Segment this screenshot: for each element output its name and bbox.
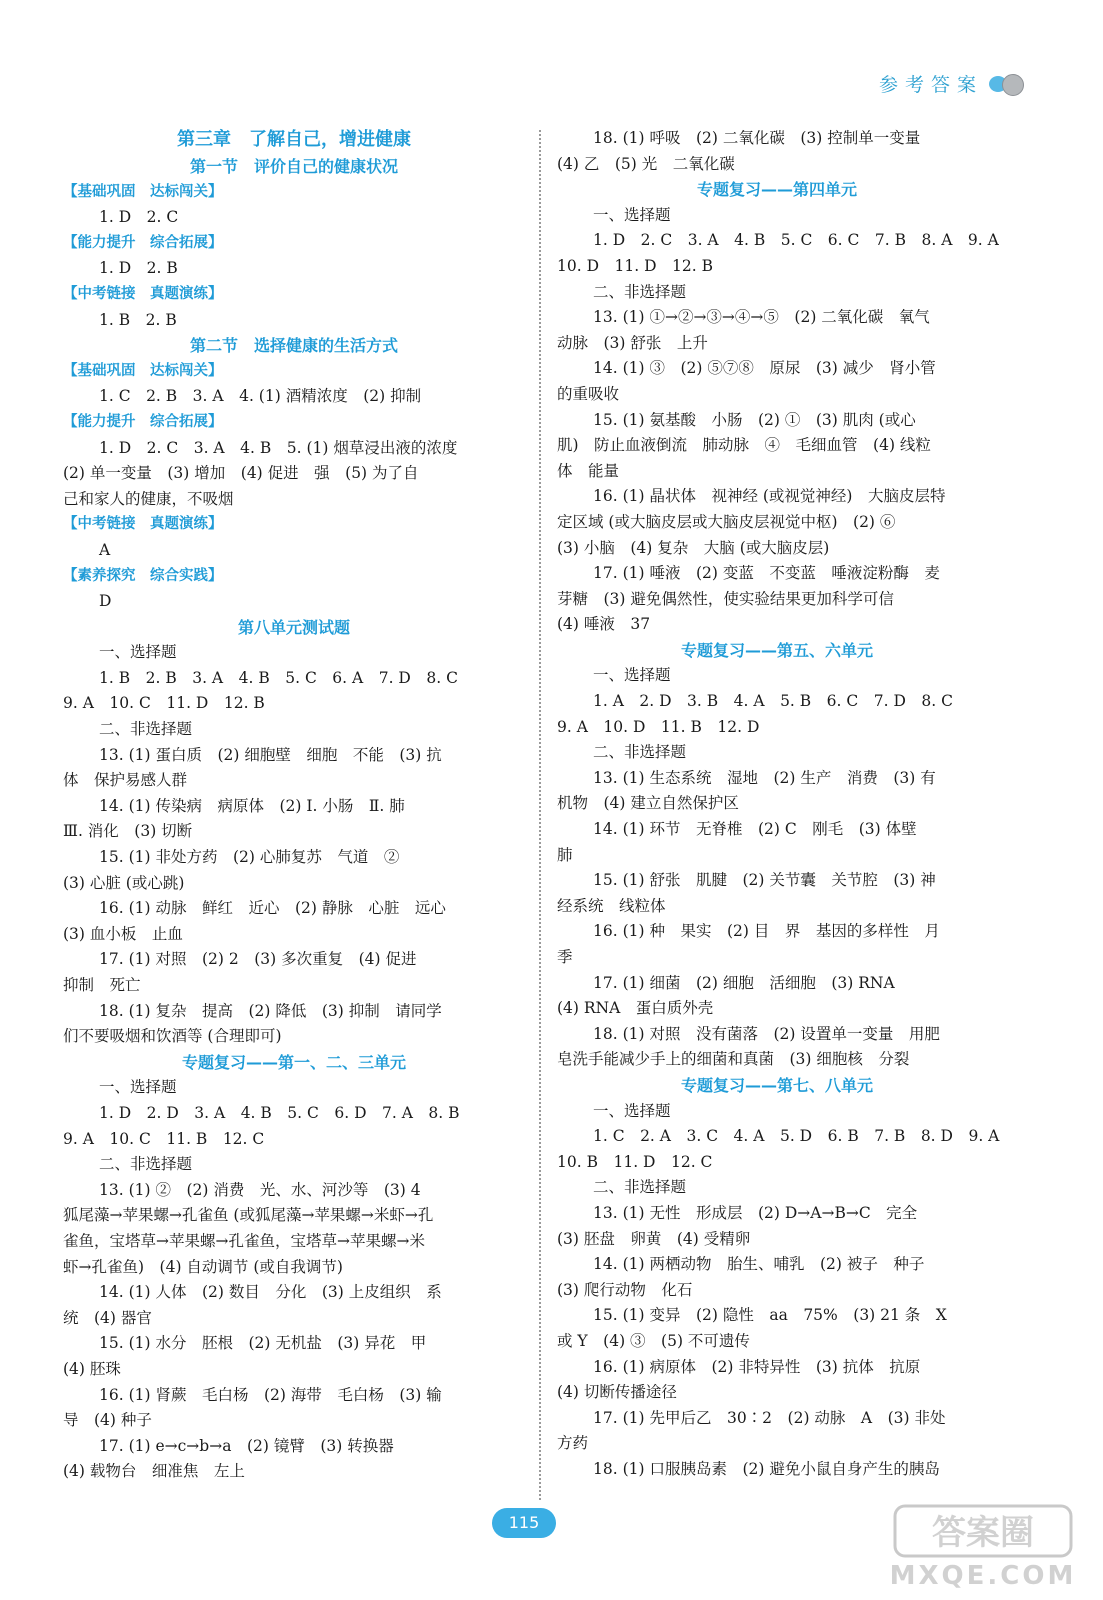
answer-line-continued: (3) 胚盘 卵黄 (4) 受精卵 [557,1229,751,1248]
watermark-logo-text: 答案圈 [932,1513,1034,1553]
answer-line: 1. D 2. B [99,259,178,278]
answer-line-continued: 定区域 (或大脑皮层或大脑皮层视觉中枢) (2) ⑥ [557,512,896,531]
answer-line: 18. (1) 对照 没有菌落 (2) 设置单一变量 用肥 [593,1024,940,1043]
answer-line-continued: 统 (4) 器官 [63,1308,152,1327]
section-title: 专题复习——第七、八单元 [680,1075,873,1095]
answer-line: 1. C 2. A 3. C 4. A 5. D 6. B 7. B 8. D 9. A [593,1127,1000,1146]
answer-line: 二、非选择题 [593,1178,687,1197]
answer-line: 18. (1) 口服胰岛素 (2) 避免小鼠自身产生的胰岛 [593,1459,940,1478]
answer-line: 17. (1) 对照 (2) 2 (3) 多次重复 (4) 促进 [99,950,417,969]
answer-line: 13. (1) 生态系统 湿地 (2) 生产 消费 (3) 有 [593,768,936,787]
answer-line-continued: 体 能量 [557,461,620,480]
answer-line: 14. (1) 环节 无脊椎 (2) C 刚毛 (3) 体壁 [593,820,917,839]
section-title: 专题复习——第四单元 [696,180,857,200]
answer-line: 二、非选择题 [99,1155,193,1174]
answer-line: 17. (1) 细菌 (2) 细胞 活细胞 (3) RNA [593,973,895,992]
answer-line: 16. (1) 肾蕨 毛白杨 (2) 海带 毛白杨 (3) 输 [99,1385,442,1404]
answer-line-continued: 10. D 11. D 12. B [557,256,713,275]
right-column [557,126,1000,1482]
answer-line: 14. (1) 两栖动物 胎生、哺乳 (2) 被子 种子 [593,1255,925,1274]
answer-line: 1. D 2. C 3. A 4. B 5. (1) 烟草浸出液的浓度 [99,438,458,457]
header-decoration-icon [989,73,1025,95]
answer-line-continued: 9. A 10. C 11. D 12. B [63,694,265,713]
answer-line: 一、选择题 [593,666,671,685]
answer-line: 15. (1) 氨基酸 小肠 (2) ① (3) 肌肉 (或心 [593,410,916,429]
answer-line-continued: (4) 乙 (5) 光 二氧化碳 [557,154,735,173]
answer-line-continued: 的重吸收 [557,384,620,403]
answer-line-continued: (3) 爬行动物 化石 [557,1280,693,1299]
answer-line-continued: 9. A 10. D 11. B 12. D [557,717,760,736]
answer-line: A [99,540,111,559]
answer-line: 15. (1) 变异 (2) 隐性 aa 75% (3) 21 条 X [593,1306,947,1325]
answer-line: D [99,592,112,611]
answer-line-continued: 芽糖 (3) 避免偶然性，使实验结果更加科学可信 [557,589,894,608]
answer-line: 13. (1) ② (2) 消费 光、水、河沙等 (3) 4 [99,1180,421,1199]
watermark-logo [889,1500,1079,1592]
answer-line: 16. (1) 病原体 (2) 非特异性 (3) 抗体 抗原 [593,1357,921,1376]
answer-line: 一、选择题 [99,1078,177,1097]
answer-line: 14. (1) 传染病 病原体 (2) Ⅰ. 小肠 Ⅱ. 肺 [99,796,405,815]
left-column [63,126,525,1485]
answer-line-continued: 经系统 线粒体 [557,896,666,915]
answer-line: 1. D 2. C 3. A 4. B 5. C 6. C 7. B 8. A 9. A [593,231,999,250]
answer-line-continued: 方药 [557,1434,589,1453]
answer-line-continued: 肌) 防止血液倒流 肺动脉 ④ 毛细血管 (4) 线粒 [557,436,931,455]
answer-line-continued: (4) 唾液 37 [557,615,651,634]
answer-line-continued: 狐尾藻→苹果螺→孔雀鱼 (或狐尾藻→苹果螺→米虾→孔 [63,1206,434,1225]
answer-line-continued: 动脉 (3) 舒张 上升 [557,333,708,352]
answer-line-continued: 皂洗手能减少手上的细菌和真菌 (3) 细胞核 分裂 [557,1050,910,1069]
answer-line-continued: (4) 载物台 细准焦 左上 [63,1462,245,1481]
page-header [879,70,1025,97]
section-title: 第一节 评价自己的健康状况 [189,157,398,176]
answer-line-continued: (3) 小脑 (4) 复杂 大脑 (或大脑皮层) [557,538,830,557]
answer-line: 1. B 2. B [99,310,177,329]
answer-line: 二、非选择题 [593,282,687,301]
page-number: 115 [492,1508,556,1538]
answer-line-continued: (3) 心脏 (或心跳) [63,873,185,892]
answer-line-continued: 抑制 死亡 [63,976,141,994]
answer-line: 17. (1) 唾液 (2) 变蓝 不变蓝 唾液淀粉酶 麦 [593,564,940,583]
answer-line: 15. (1) 水分 胚根 (2) 无机盐 (3) 异花 甲 [99,1334,427,1353]
answer-line-continued: 己和家人的健康，不吸烟 [63,489,234,508]
answer-line-continued: (4) 胚珠 [63,1359,121,1378]
section-title: 专题复习——第一、二、三单元 [181,1052,406,1072]
watermark-url: MXQE.COM [889,1561,1077,1591]
section-title: 第二节 选择健康的生活方式 [189,336,398,356]
answer-line: 一、选择题 [593,1101,671,1120]
section-tag: 【中考链接 真题演练】 [63,516,223,533]
answer-line: 18. (1) 呼吸 (2) 二氧化碳 (3) 控制单一变量 [593,129,921,147]
answer-line: 18. (1) 复杂 提高 (2) 降低 (3) 抑制 请同学 [99,1001,442,1020]
answer-line: 一、选择题 [99,643,177,662]
answer-line: 17. (1) e→c→b→a (2) 镜臂 (3) 转换器 [99,1436,394,1455]
answer-line: 15. (1) 非处方药 (2) 心肺复苏 气道 ② [99,848,400,867]
answer-line: 13. (1) 蛋白质 (2) 细胞壁 细胞 不能 (3) 抗 [99,745,442,764]
answer-line-continued: (3) 血小板 止血 [63,924,183,943]
section-tag: 【基础巩固 达标闯关】 [63,183,223,200]
answer-line-continued: 雀鱼，宝塔草→苹果螺→孔雀鱼，宝塔草→苹果螺→米 [63,1231,425,1250]
answer-line: 二、非选择题 [593,743,687,762]
answer-line-continued: 季 [557,948,573,966]
answer-line: 13. (1) 无性 形成层 (2) D→A→B→C 完全 [593,1203,918,1222]
section-title: 第八单元测试题 [237,617,350,637]
column-divider [539,130,541,1500]
answer-line-continued: 导 (4) 种子 [63,1411,152,1430]
section-tag: 【能力提升 综合拓展】 [63,234,223,251]
answer-line-continued: (2) 单一变量 (3) 增加 (4) 促进 强 (5) 为了自 [63,464,419,483]
answer-line-continued: 们不要吸烟和饮酒等 (合理即可) [63,1027,282,1046]
answer-line: 二、非选择题 [99,720,193,739]
answer-line: 1. D 2. C [99,208,179,227]
answer-line: 17. (1) 先甲后乙 30∶2 (2) 动脉 A (3) 非处 [593,1408,946,1427]
answer-line: 14. (1) 人体 (2) 数目 分化 (3) 上皮组织 系 [99,1283,442,1302]
answer-line-continued: 10. B 11. D 12. C [557,1152,713,1171]
answer-line: 1. C 2. B 3. A 4. (1) 酒精浓度 (2) 抑制 [99,387,422,406]
answer-line: 16. (1) 种 果实 (2) 目 界 基因的多样性 月 [593,922,940,941]
answer-line-continued: 肺 [557,845,573,864]
answer-line-continued: 虾→孔雀鱼) (4) 自动调节 (或自我调节) [63,1257,343,1276]
answer-line: 15. (1) 舒张 肌腱 (2) 关节囊 关节腔 (3) 神 [593,871,936,890]
section-tag: 【素养探究 综合实践】 [63,567,223,584]
answer-line: 14. (1) ③ (2) ⑤⑦⑧ 原尿 (3) 减少 肾小管 [593,359,936,378]
answer-line: 13. (1) ①→②→③→④→⑤ (2) 二氧化碳 氧气 [593,308,930,327]
answer-line: 1. B 2. B 3. A 4. B 5. C 6. A 7. D 8. C [99,668,458,687]
header-title: 参考答案 [878,74,983,96]
section-tag: 【基础巩固 达标闯关】 [63,362,223,379]
answer-line: 1. D 2. D 3. A 4. B 5. C 6. D 7. A 8. B [99,1103,460,1122]
answer-line: 一、选择题 [593,205,671,224]
answer-line-continued: 或 Y (4) ③ (5) 不可遗传 [557,1331,750,1350]
answer-line-continued: 机物 (4) 建立自然保护区 [557,794,739,813]
section-tag: 【能力提升 综合拓展】 [63,413,223,430]
answer-line-continued: (4) 切断传播途径 [557,1383,677,1402]
answer-line-continued: 9. A 10. C 11. B 12. C [63,1129,265,1148]
answer-line: 1. A 2. D 3. B 4. A 5. B 6. C 7. D 8. C [593,692,953,711]
section-tag: 【中考链接 真题演练】 [63,285,223,302]
answer-line-continued: Ⅲ. 消化 (3) 切断 [63,822,193,841]
section-title: 专题复习——第五、六单元 [680,640,873,660]
answer-line: 16. (1) 晶状体 视神经 (或视觉神经) 大脑皮层特 [593,487,946,506]
chapter-title: 第三章 了解自己，增进健康 [177,129,411,150]
answer-line: 16. (1) 动脉 鲜红 近心 (2) 静脉 心脏 远心 [99,899,446,918]
answer-line-continued: 体 保护易感人群 [63,771,188,790]
answer-line-continued: (4) RNA 蛋白质外壳 [557,999,714,1018]
